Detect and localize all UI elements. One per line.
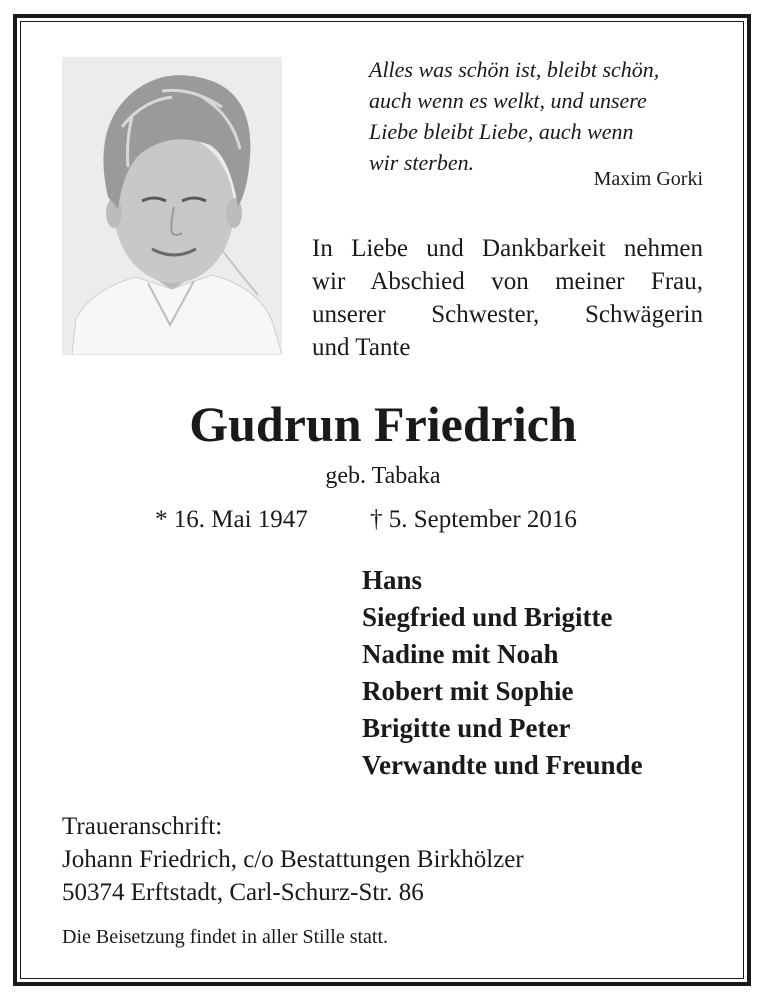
address-line: Johann Friedrich, c/o Bestattungen Birkhölzer: [62, 846, 524, 873]
burial-note: Die Beisetzung findet in aller Stille statt.: [62, 926, 389, 948]
mourner-item: Brigitte und Peter: [362, 713, 571, 743]
quote-block: [369, 54, 719, 178]
maiden-name: geb. Tabaka: [325, 463, 441, 489]
birth-date: * 16. Mai 1947: [155, 506, 308, 533]
mourner-item: Siegfried und Brigitte: [362, 602, 613, 632]
quote-author: Maxim Gorki: [593, 168, 703, 190]
mourning-address: [62, 810, 524, 909]
intro-line: In Liebe und Dankbarkeit nehmen: [312, 235, 703, 262]
intro-line: unserer Schwester, Schwägerin: [312, 301, 703, 328]
portrait-photo: [62, 57, 282, 355]
intro-text: [312, 232, 703, 364]
mourner-item: Hans: [362, 565, 423, 595]
quote-line: Alles was schön ist, bleibt schön,: [369, 57, 660, 82]
mourner-item: Nadine mit Noah: [362, 639, 559, 669]
death-date: † 5. September 2016: [370, 506, 577, 533]
mourner-item: Verwandte und Freunde: [362, 750, 643, 780]
mourner-item: Robert mit Sophie: [362, 676, 574, 706]
deceased-name: Gudrun Friedrich: [189, 396, 577, 452]
address-line: 50374 Erftstadt, Carl-Schurz-Str. 86: [62, 879, 424, 906]
mourners-list: [362, 562, 643, 784]
intro-line: wir Abschied von meiner Frau,: [312, 268, 703, 295]
quote-line: Liebe bleibt Liebe, auch wenn: [369, 119, 634, 144]
intro-line: und Tante: [312, 334, 411, 361]
quote-line: auch wenn es welkt, und unsere: [369, 88, 647, 113]
address-label: Traueranschrift:: [62, 813, 223, 840]
quote-line: wir sterben.: [369, 150, 475, 175]
